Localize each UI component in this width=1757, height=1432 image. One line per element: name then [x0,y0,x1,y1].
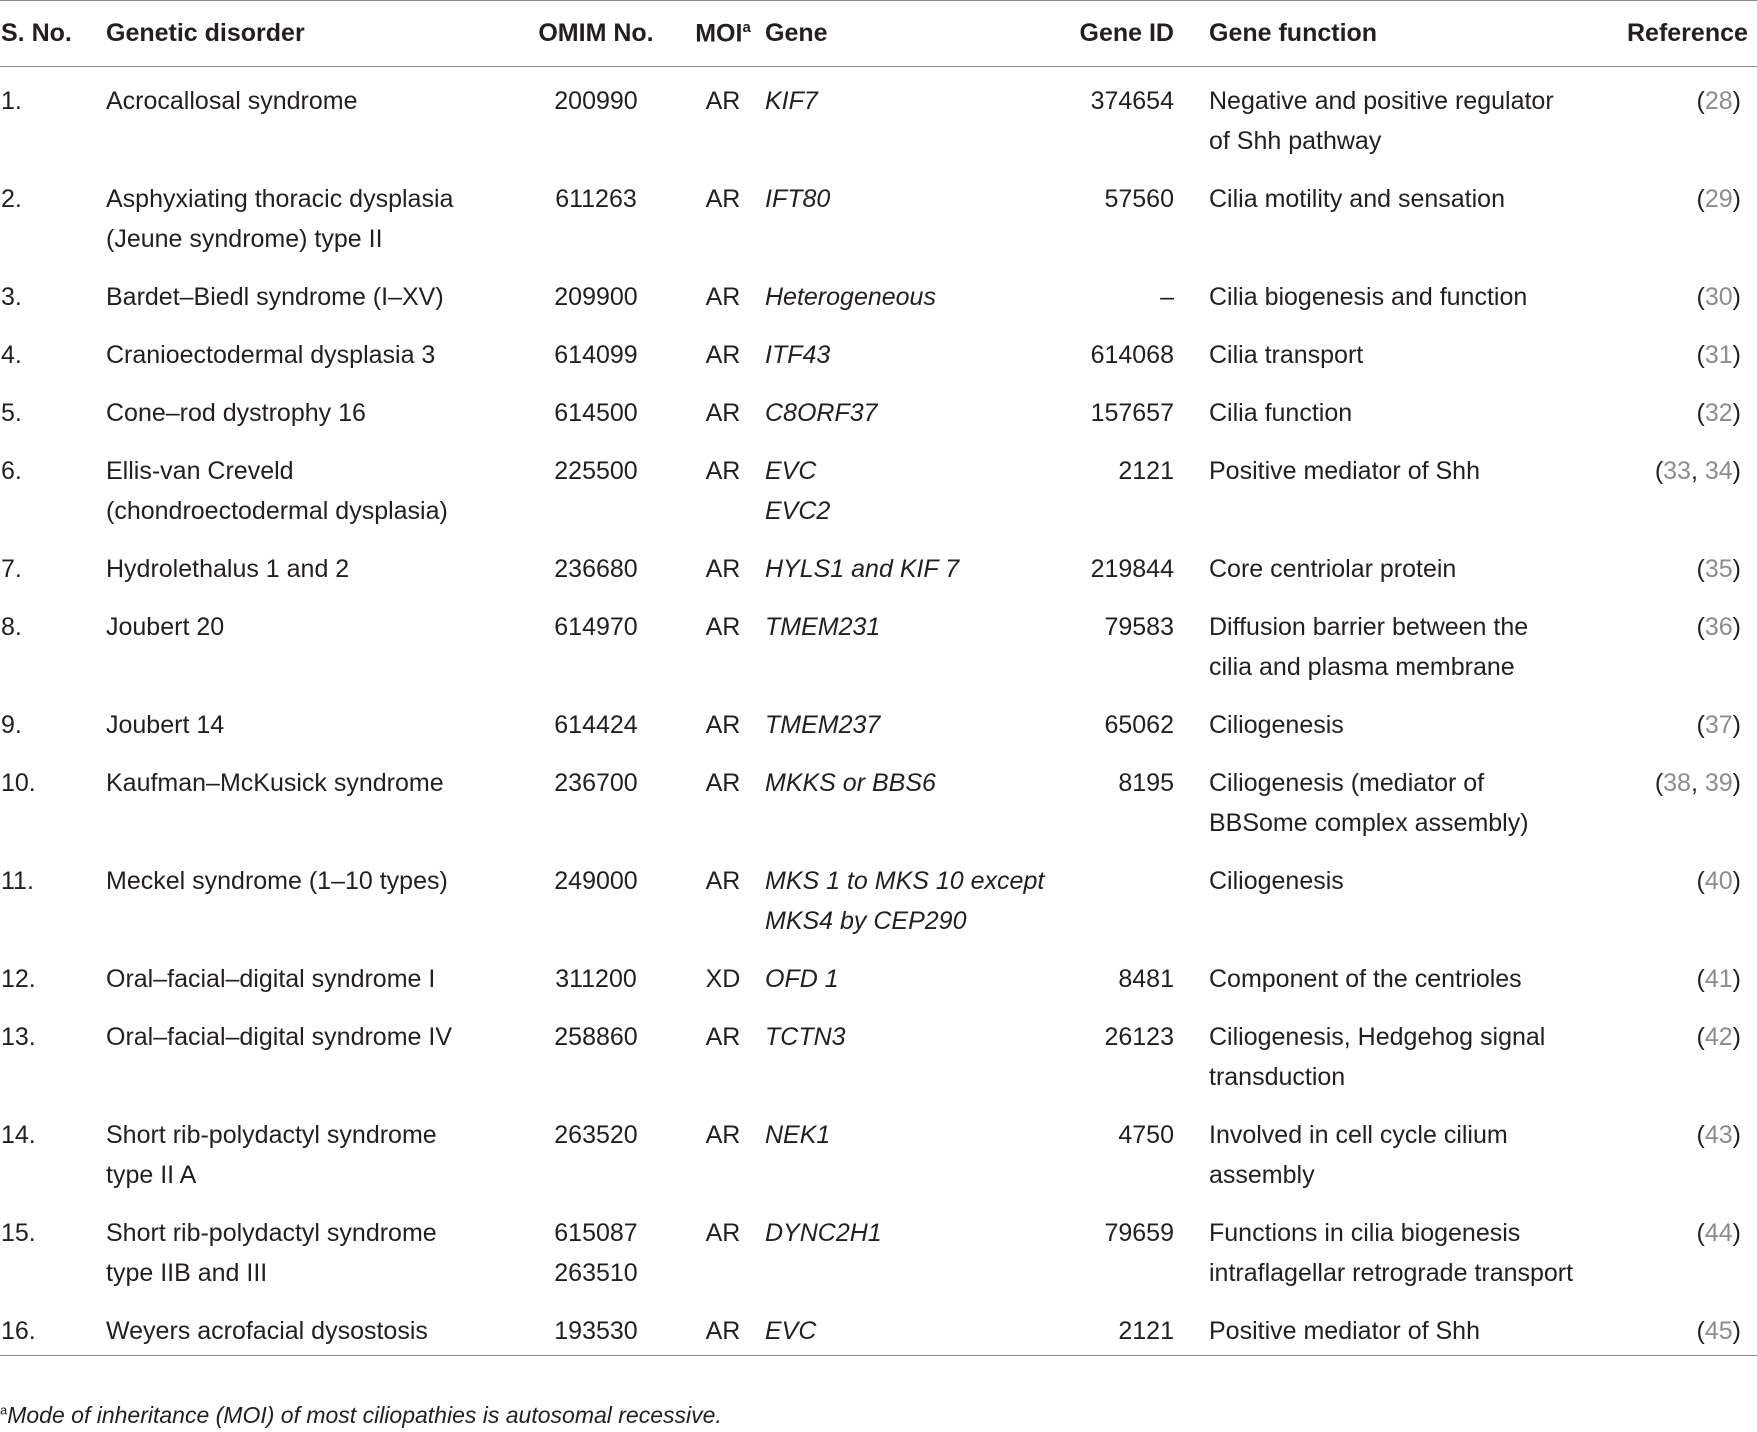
cell-sno: 15. [1,1219,36,1247]
cell-function [1209,379,1627,437]
function-line: Functions in cilia biogenesis [1209,1219,1521,1247]
cell-gene [765,749,1061,847]
cell-disorder [106,67,511,166]
omim-number: 614099 [554,341,638,369]
function-line: cilia and plasma membrane [1209,653,1515,681]
cell-gene-id: 219844 [1090,555,1174,583]
reference-link[interactable]: 28 [1704,87,1733,115]
cell-reference: (41) [1696,965,1741,993]
cell-omim [511,593,681,691]
cell-function [1209,593,1627,691]
cell-omim [511,437,681,535]
table-row [0,535,1757,593]
reference-link[interactable]: 39 [1704,769,1733,797]
cell-reference: (44) [1696,1219,1741,1247]
disorder-line: (Jeune syndrome) type II [106,225,383,253]
disorder-line: Ellis-van Creveld [106,457,294,485]
cell-gene [765,945,1061,1003]
table-row [0,593,1757,691]
reference-link[interactable]: 38 [1663,769,1691,797]
cell-omim [511,847,681,945]
cell-reference: (35) [1696,555,1741,583]
cell-disorder [106,945,511,1003]
omim-number: 263510 [554,1259,638,1287]
table-row [0,847,1757,945]
cell-gene [765,1199,1061,1297]
cell-gene [765,1003,1061,1101]
gene-line: EVC2 [765,497,831,525]
cell-disorder [106,593,511,691]
cell-reference: (36) [1696,613,1741,641]
cell-omim [511,321,681,379]
reference-link[interactable]: 43 [1704,1121,1733,1149]
cell-omim [511,535,681,593]
omim-number: 614500 [554,399,638,427]
cell-moi: AR [705,1317,741,1345]
table-row [0,1199,1757,1297]
cell-gene [765,847,1061,945]
cell-moi: AR [705,399,741,427]
cell-gene [765,437,1061,535]
table-row [0,165,1757,263]
cell-disorder [106,535,511,593]
omim-number: 263520 [554,1121,638,1149]
cell-sno: 5. [1,399,22,427]
header-moi [681,1,765,67]
reference-link[interactable]: 30 [1704,283,1733,311]
cell-sno: 14. [1,1121,36,1149]
disorder-line: (chondroectodermal dysplasia) [106,497,448,525]
disorder-line: Cone–rod dystrophy 16 [106,399,366,427]
disorder-line: Weyers acrofacial dysostosis [106,1317,428,1345]
cell-gene-id: 2121 [1118,1317,1174,1345]
cell-gene-id: 79583 [1104,613,1174,641]
cell-gene [765,165,1061,263]
disorder-line: Acrocallosal syndrome [106,87,358,115]
reference-link[interactable]: 32 [1704,399,1733,427]
cell-omim [511,691,681,749]
function-line: Ciliogenesis (mediator of [1209,769,1485,797]
reference-link[interactable]: 35 [1704,555,1733,583]
table-row [0,263,1757,321]
footnote-text: Mode of inheritance (MOI) of most ciliopathies is autosomal recessive. [7,1402,722,1428]
cell-moi: AR [705,1121,741,1149]
cell-disorder [106,1297,511,1356]
cell-moi: AR [705,769,741,797]
cell-reference: (45) [1696,1317,1741,1345]
gene-line: KIF7 [765,87,818,115]
table-row [0,67,1757,166]
gene-line: MKS 1 to MKS 10 except [765,867,1045,895]
function-line: Cilia transport [1209,341,1364,369]
reference-link[interactable]: 42 [1704,1023,1733,1051]
cell-function [1209,437,1627,535]
function-line: Core centriolar protein [1209,555,1457,583]
reference-link[interactable]: 33 [1663,457,1691,485]
cell-gene [765,691,1061,749]
disorder-line: Asphyxiating thoracic dysplasia [106,185,454,213]
cell-gene [765,535,1061,593]
cell-gene-id: 8195 [1118,769,1174,797]
cell-sno: 2. [1,185,22,213]
cell-sno: 1. [1,87,22,115]
cell-moi: AR [705,185,741,213]
disorder-line: Short rib-polydactyl syndrome [106,1219,437,1247]
cell-gene-id: 374654 [1090,87,1174,115]
omim-number: 236700 [554,769,638,797]
table-header-row [0,1,1757,67]
reference-link[interactable]: 37 [1704,711,1733,739]
omim-number: 200990 [554,87,638,115]
cell-omim [511,1003,681,1101]
cell-gene-id: 65062 [1104,711,1174,739]
cell-sno: 16. [1,1317,36,1345]
cell-function [1209,847,1627,945]
function-line: of Shh pathway [1209,127,1382,155]
cell-disorder [106,437,511,535]
cell-gene [765,1297,1061,1356]
cell-function [1209,1297,1627,1356]
omim-number: 236680 [554,555,638,583]
cell-omim [511,749,681,847]
cell-gene-id: 614068 [1090,341,1174,369]
disorder-line: type II A [106,1161,197,1189]
disorder-line: Cranioectodermal dysplasia 3 [106,341,436,369]
cell-moi: AR [705,555,741,583]
cell-reference: (42) [1696,1023,1741,1051]
cell-omim [511,1101,681,1199]
reference-link[interactable]: 45 [1704,1317,1733,1345]
cell-sno: 12. [1,965,36,993]
table-row [0,749,1757,847]
table-row [0,1297,1757,1356]
cell-function [1209,1199,1627,1297]
header-reference: Reference [1627,19,1748,47]
cell-function [1209,691,1627,749]
function-line: Ciliogenesis [1209,711,1344,739]
cell-gene [765,593,1061,691]
omim-number: 614424 [554,711,638,739]
cell-gene-id: 2121 [1118,457,1174,485]
disorder-line: Kaufman–McKusick syndrome [106,769,444,797]
cell-reference: (43) [1696,1121,1741,1149]
cell-sno: 3. [1,283,22,311]
cell-omim [511,67,681,166]
cell-omim [511,1199,681,1297]
cell-function [1209,165,1627,263]
cell-moi: AR [705,283,741,311]
cell-gene-id: 8481 [1118,965,1174,993]
reference-link[interactable]: 44 [1704,1219,1733,1247]
cell-reference: (31) [1696,341,1741,369]
gene-line: MKS4 by CEP290 [765,907,967,935]
function-line: Cilia motility and sensation [1209,185,1505,213]
cell-gene-id: 157657 [1090,399,1174,427]
cell-disorder [106,749,511,847]
omim-number: 258860 [554,1023,638,1051]
gene-line: OFD 1 [765,965,839,993]
cell-moi: AR [705,1219,741,1247]
cell-moi: AR [705,457,741,485]
cell-sno: 7. [1,555,22,583]
function-line: transduction [1209,1063,1346,1091]
gene-line: EVC [765,1317,817,1345]
cell-disorder [106,1003,511,1101]
cell-function [1209,67,1627,166]
footnote-marker: a [0,1402,8,1418]
header-moi-label: MOI [695,19,743,48]
cell-disorder [106,379,511,437]
reference-link[interactable]: 41 [1704,965,1733,993]
cell-function [1209,1101,1627,1199]
cell-reference: (33, 34) [1654,457,1741,485]
cell-gene [765,1101,1061,1199]
cell-function [1209,1003,1627,1101]
gene-line: ITF43 [765,341,831,369]
header-function: Gene function [1209,19,1378,47]
table-footnote [0,1402,722,1429]
reference-link[interactable]: 34 [1704,457,1733,485]
disorder-line: Oral–facial–digital syndrome IV [106,1023,452,1051]
cell-disorder [106,1199,511,1297]
cell-gene-id [1061,847,1209,945]
disorder-line: Meckel syndrome (1–10 types) [106,867,448,895]
header-disorder: Genetic disorder [106,19,305,47]
function-line: Ciliogenesis, Hedgehog signal [1209,1023,1546,1051]
cell-gene-id: 79659 [1104,1219,1174,1247]
table-row [0,691,1757,749]
cell-disorder [106,847,511,945]
function-line: Cilia biogenesis and function [1209,283,1528,311]
function-line: Involved in cell cycle cilium [1209,1121,1508,1149]
disorder-line: Joubert 14 [106,711,225,739]
function-line: Diffusion barrier between the [1209,613,1529,641]
cell-sno: 8. [1,613,22,641]
omim-number: 311200 [555,965,637,993]
cell-disorder [106,321,511,379]
cell-omim [511,1297,681,1356]
omim-number: 249000 [554,867,638,895]
function-line: Positive mediator of Shh [1209,1317,1480,1345]
cell-omim [511,165,681,263]
gene-line: EVC [765,457,817,485]
reference-link[interactable]: 31 [1704,341,1733,369]
cell-function [1209,535,1627,593]
cell-gene [765,67,1061,166]
header-moi-footnote-marker: a [742,18,751,36]
cell-disorder [106,1101,511,1199]
cell-moi: AR [705,87,741,115]
header-omim: OMIM No. [538,19,654,47]
cell-reference: (28) [1696,87,1741,115]
cell-moi: AR [705,867,741,895]
omim-number: 615087 [554,1219,638,1247]
cell-function [1209,749,1627,847]
gene-line: TCTN3 [765,1023,846,1051]
gene-line: MKKS or BBS6 [765,769,936,797]
function-line: Cilia function [1209,399,1353,427]
table-row [0,379,1757,437]
table-body [0,67,1757,1356]
disorder-line: Bardet–Biedl syndrome (I–XV) [106,283,444,311]
reference-link[interactable]: 29 [1704,185,1733,213]
cell-gene-id: 26123 [1104,1023,1174,1051]
disorder-line: Joubert 20 [106,613,225,641]
header-gene-id: Gene ID [1079,19,1174,47]
function-line: intraflagellar retrograde transport [1209,1259,1574,1287]
gene-line: TMEM237 [765,711,881,739]
cell-gene [765,321,1061,379]
cell-sno: 6. [1,457,22,485]
cell-sno: 13. [1,1023,36,1051]
cell-gene-id: – [1160,283,1174,311]
cell-disorder [106,691,511,749]
disorder-line: Oral–facial–digital syndrome I [106,965,436,993]
table-row [0,1101,1757,1199]
omim-number: 193530 [554,1317,638,1345]
table-row [0,1003,1757,1101]
function-line: assembly [1209,1161,1315,1189]
reference-link[interactable]: 40 [1704,867,1733,895]
cell-function [1209,321,1627,379]
cell-gene [765,379,1061,437]
cell-moi: AR [705,1023,741,1051]
cell-reference: (32) [1696,399,1741,427]
cell-moi: XD [705,965,741,993]
cell-disorder [106,165,511,263]
table-row [0,945,1757,1003]
omim-number: 614970 [554,613,638,641]
cell-omim [511,263,681,321]
function-line: Positive mediator of Shh [1209,457,1480,485]
cell-disorder [106,263,511,321]
cell-omim [511,379,681,437]
cell-reference: (30) [1696,283,1741,311]
disorder-line: type IIB and III [106,1259,268,1287]
disorder-line: Short rib-polydactyl syndrome [106,1121,437,1149]
gene-line: NEK1 [765,1121,831,1149]
table-row [0,321,1757,379]
header-sno: S. No. [1,19,72,47]
gene-line: HYLS1 and KIF 7 [765,555,960,583]
cell-gene-id: 57560 [1104,185,1174,213]
cell-function [1209,945,1627,1003]
reference-link[interactable]: 36 [1704,613,1733,641]
header-gene: Gene [765,19,828,47]
gene-line: TMEM231 [765,613,881,641]
gene-line: C8ORF37 [765,399,878,427]
cell-sno: 10. [1,769,36,797]
function-line: Component of the centrioles [1209,965,1522,993]
omim-number: 209900 [554,283,638,311]
cell-reference: (37) [1696,711,1741,739]
table-row [0,437,1757,535]
function-line: BBSome complex assembly) [1209,809,1529,837]
gene-line: IFT80 [765,185,831,213]
function-line: Negative and positive regulator [1209,87,1554,115]
cell-function [1209,263,1627,321]
cell-gene [765,263,1061,321]
disorder-line: Hydrolethalus 1 and 2 [106,555,350,583]
cell-reference: (29) [1696,185,1741,213]
cell-sno: 11. [1,867,34,895]
cell-reference: (40) [1696,867,1741,895]
gene-line: Heterogeneous [765,283,936,311]
omim-number: 225500 [554,457,638,485]
function-line: Ciliogenesis [1209,867,1344,895]
omim-number: 611263 [555,185,637,213]
cell-moi: AR [705,711,741,739]
cell-moi: AR [705,341,741,369]
cell-moi: AR [705,613,741,641]
cell-omim [511,945,681,1003]
cell-gene-id: 4750 [1118,1121,1174,1149]
cell-sno: 4. [1,341,22,369]
gene-line: DYNC2H1 [765,1219,882,1247]
cell-sno: 9. [1,711,22,739]
cell-reference: (38, 39) [1654,769,1741,797]
